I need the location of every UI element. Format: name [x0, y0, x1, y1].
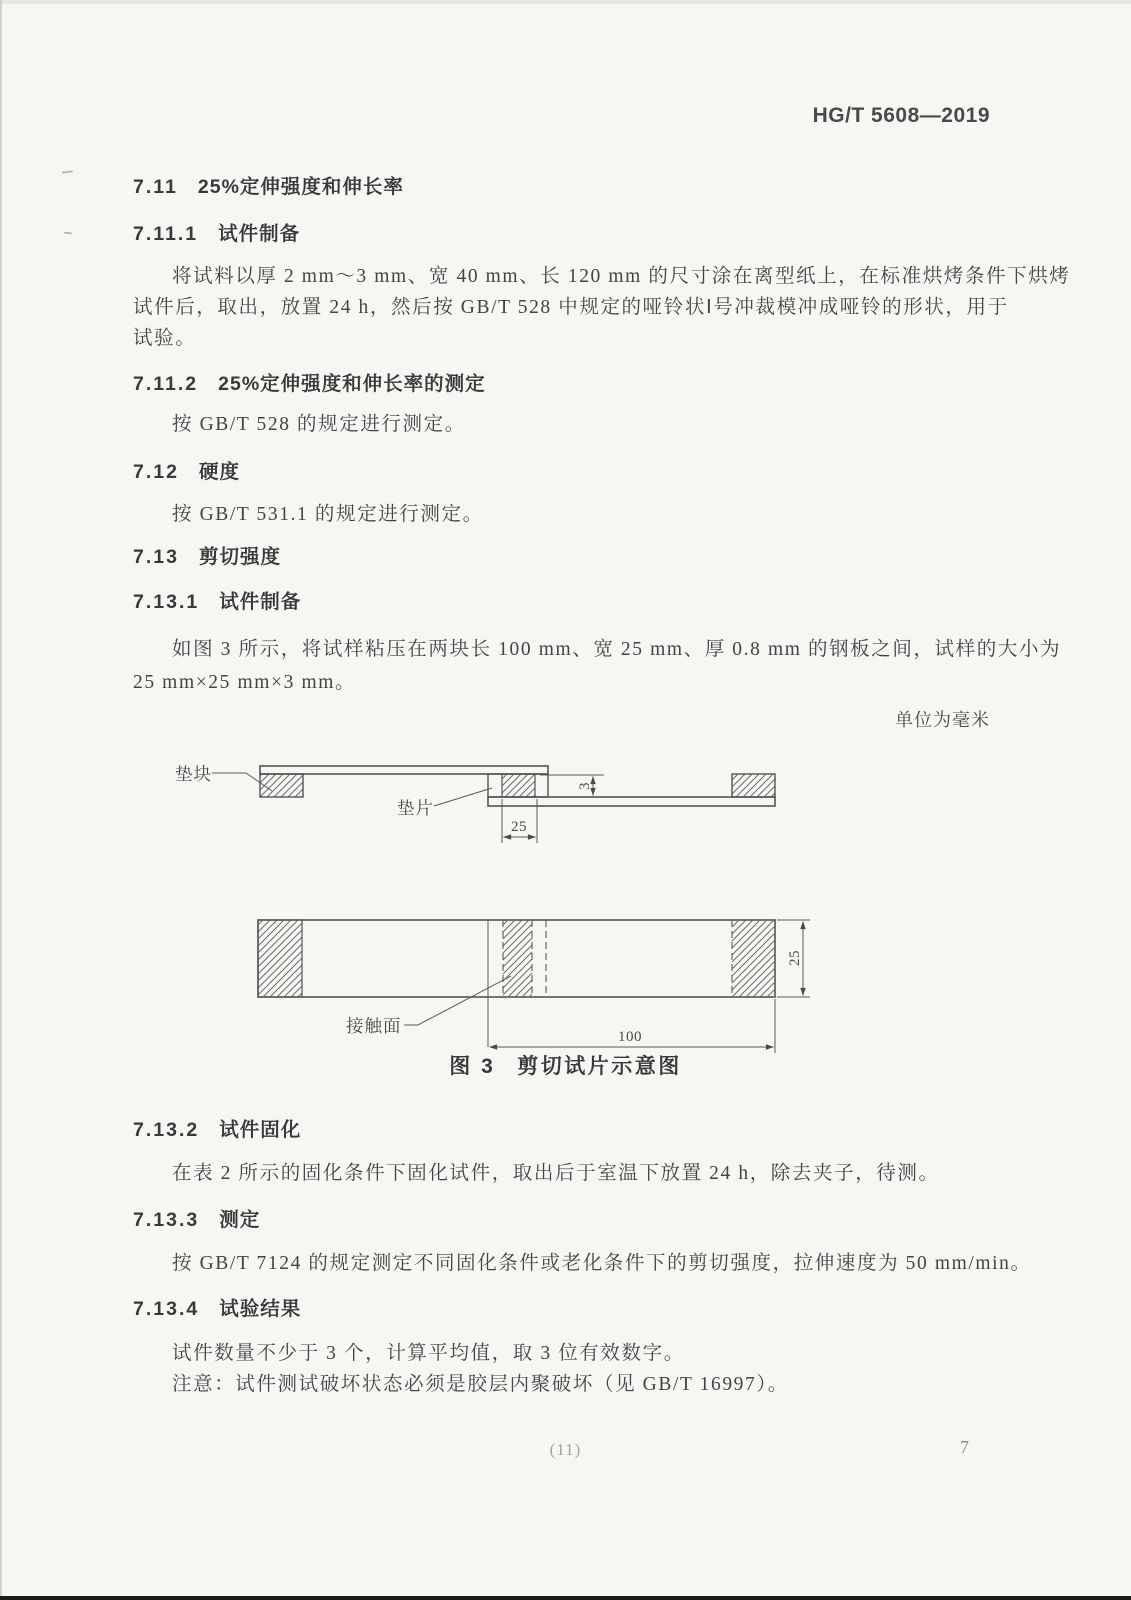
heading-7-13 [133, 541, 281, 569]
contact-surface-hatch [503, 920, 532, 997]
paragraph-7-13-4 [133, 1338, 993, 1400]
figure3-top-view [230, 915, 830, 1060]
heading-number: 7.13.2 [133, 1119, 200, 1141]
paragraph-7-11-1 [133, 261, 1071, 354]
heading-7-11-1 [133, 218, 300, 246]
paragraph-7-13-2 [133, 1158, 993, 1189]
heading-number: 7.11 [133, 176, 178, 198]
heading-number: 7.11.2 [133, 373, 199, 395]
heading-title: 试验结果 [219, 1298, 302, 1320]
shim-label: 垫片 [397, 798, 434, 818]
heading-number: 7.13 [133, 546, 179, 568]
paragraph-line: 注意：试件测试破坏状态必须是胶层内聚破坏（见 GB/T 16997）。 [172, 1374, 789, 1395]
heading-7-13-3 [133, 1204, 260, 1232]
adhesive-layer-hatch [502, 774, 535, 797]
heading-7-11-2 [133, 368, 486, 396]
heading-number: 7.13.4 [133, 1298, 200, 1320]
heading-title: 剪切强度 [198, 546, 281, 568]
figure-title: 剪切试片示意图 [517, 1055, 682, 1078]
paragraph-line: 将试料以厚 2 mm～3 mm、宽 40 mm、长 120 mm 的尺寸涂在离型纸上，在标准烘烤条件下烘烤 [172, 266, 1071, 287]
heading-title: 试件固化 [219, 1119, 302, 1141]
figure-number: 图 3 [449, 1055, 496, 1078]
heading-title: 试件制备 [219, 591, 302, 613]
paragraph-7-13-3 [133, 1248, 1032, 1279]
contact-surface-label: 接触面 [346, 1016, 402, 1036]
paragraph-line: 25 mm×25 mm×3 mm。 [133, 672, 357, 693]
figure3-side-view [160, 738, 790, 850]
heading-title: 硬度 [198, 461, 240, 483]
dim-plate-width-label: 25 [787, 950, 803, 966]
heading-7-11 [133, 171, 404, 199]
paragraph-line: 试件数量不少于 3 个，计算平均值，取 3 位有效数字。 [172, 1343, 685, 1364]
upper-steel-plate [260, 766, 548, 774]
paragraph-line: 按 GB/T 531.1 的规定进行测定。 [172, 504, 484, 525]
paragraph-7-13-1 [133, 633, 1062, 699]
paragraph-line: 试件后，取出，放置 24 h，然后按 GB/T 528 中规定的哑铃状Ⅰ号冲裁模冲成哑铃的形状，用于 [133, 297, 1009, 318]
heading-number: 7.11.1 [133, 223, 199, 245]
dim-overlap-width-label: 25 [511, 819, 527, 835]
contact-surface-leader-line [404, 976, 511, 1025]
heading-7-13-4 [133, 1293, 301, 1321]
paragraph-line: 如图 3 所示，将试样粘压在两块长 100 mm、宽 25 mm、厚 0.8 mm 的钢板之间，试样的大小为 [172, 639, 1062, 660]
scan-left-edge [0, 0, 2, 1600]
heading-7-12 [133, 456, 240, 484]
heading-number: 7.12 [133, 461, 179, 483]
heading-title: 试件制备 [218, 223, 301, 245]
left-grip-hatch [258, 920, 302, 997]
paragraph-line: 试验。 [133, 328, 197, 349]
paragraph-7-12 [133, 499, 993, 530]
scan-artifact [62, 170, 73, 174]
dim-plate-length-label: 100 [618, 1029, 642, 1045]
paragraph-line: 在表 2 所示的固化条件下固化试件，取出后于室温下放置 24 h，除去夹子，待测。 [172, 1163, 940, 1184]
heading-7-13-2 [133, 1114, 301, 1142]
dim-thickness-label: 3 [577, 782, 593, 790]
pad-block-hatch [260, 774, 303, 797]
footer-page-number: 7 [960, 1437, 969, 1457]
right-grip-hatch [732, 920, 775, 997]
heading-number: 7.13.1 [133, 591, 200, 613]
figure3-caption [0, 1050, 1131, 1080]
pad-block-label: 垫块 [175, 764, 212, 784]
shim-leader-line [434, 788, 492, 806]
heading-title: 25%定伸强度和伸长率 [197, 176, 404, 198]
figure-unit-note: 单位为毫米 [895, 710, 990, 730]
right-pad-block-hatch [732, 774, 775, 797]
heading-title: 25%定伸强度和伸长率的测定 [218, 373, 486, 395]
heading-title: 测定 [219, 1209, 261, 1231]
doc-number: HG/T 5608—2019 [812, 104, 990, 127]
paragraph-7-11-2 [133, 409, 993, 440]
paragraph-line: 按 GB/T 528 的规定进行测定。 [172, 414, 466, 435]
heading-7-13-1 [133, 586, 301, 614]
scan-artifact [64, 232, 72, 235]
footer-section-page: (11) [549, 1440, 582, 1459]
lower-steel-plate [488, 797, 775, 806]
heading-number: 7.13.3 [133, 1209, 200, 1231]
paragraph-line: 按 GB/T 7124 的规定测定不同固化条件或老化条件下的剪切强度，拉伸速度为 50 mm/min。 [172, 1253, 1032, 1274]
